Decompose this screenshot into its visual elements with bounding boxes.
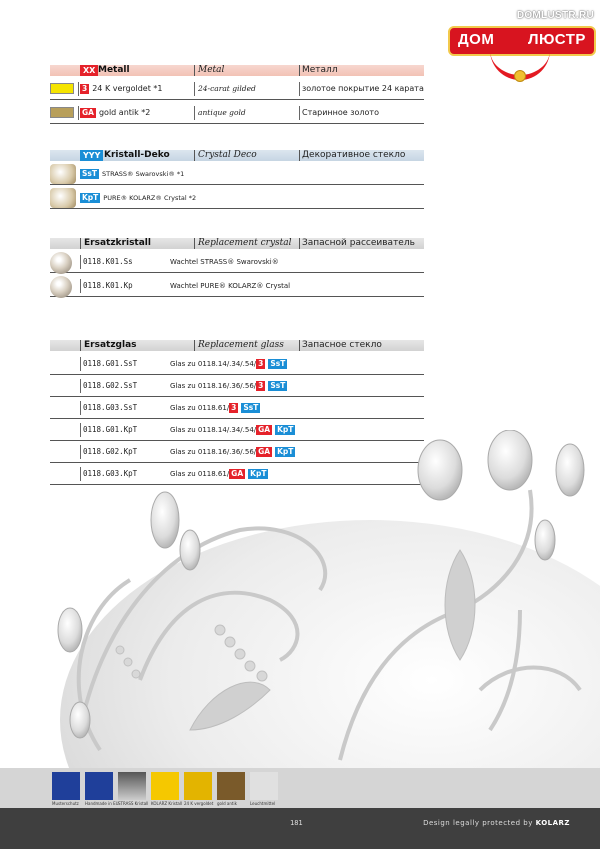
- repl-crystal-desc: Wachtel STRASS® Swarovski®: [170, 258, 279, 266]
- divider: [299, 106, 300, 120]
- metal-code: GA: [82, 108, 94, 117]
- metal-header: [50, 65, 424, 76]
- metal-desc-ru: золотое покрытие 24 карата: [302, 84, 424, 93]
- divider: [194, 150, 195, 161]
- metal-tag: 3: [231, 403, 237, 412]
- repl-glass-code: 0118.G03.KpT: [83, 469, 138, 478]
- divider: [299, 340, 300, 351]
- certification-label: STRASS Kristall: [118, 801, 149, 806]
- crystal-title-en: Crystal Deco: [198, 150, 257, 160]
- certification-icon: [250, 772, 278, 800]
- crystal-row[interactable]: [50, 163, 424, 185]
- certification-icon: [217, 772, 245, 800]
- metal-tag: 3: [258, 359, 264, 368]
- divider: [80, 238, 81, 249]
- divider: [80, 401, 81, 415]
- crystal-code: SsT: [82, 169, 97, 178]
- divider: [299, 82, 300, 96]
- metal-row[interactable]: [50, 102, 424, 124]
- metal-code: 3: [82, 84, 88, 93]
- divider: [80, 255, 81, 269]
- replacement-glass-section: [50, 340, 424, 478]
- copyright-notice: [423, 819, 570, 827]
- metal-desc-en: antique gold: [198, 108, 246, 117]
- copyright-brand: KOLARZ: [535, 819, 570, 827]
- crystal-tag: SsT: [270, 359, 286, 368]
- metal-title-en: Metal: [198, 65, 225, 75]
- divider: [299, 65, 300, 76]
- crystal-drop-thumbnail: [50, 276, 72, 298]
- repl-crystal-code: 0118.K01.Ss: [83, 257, 133, 266]
- logo-bulb: [514, 70, 526, 82]
- chandelier-illustration: [40, 430, 600, 770]
- replacement-glass-row[interactable]: [50, 375, 424, 397]
- certification-label: gold antik: [217, 801, 237, 806]
- metal-title-de: Metall: [98, 65, 130, 75]
- repl-glass-title-en: Replacement glass: [198, 340, 284, 350]
- divider: [80, 357, 81, 371]
- crystal-tag: SsT: [243, 403, 259, 412]
- crystal-row[interactable]: [50, 187, 424, 209]
- metal-tag: 3: [258, 381, 264, 390]
- metal-desc-de: gold antik *2: [98, 108, 151, 117]
- metal-desc-ru: Старинное золото: [302, 108, 379, 117]
- replacement-glass-row[interactable]: [50, 397, 424, 419]
- divider: [80, 379, 81, 393]
- repl-glass-code: 0118.G03.SsT: [83, 403, 138, 412]
- crystal-desc: STRASS® Swarovski® *1: [101, 170, 185, 178]
- crystal-tag: KpT: [277, 447, 294, 456]
- divider: [299, 150, 300, 161]
- divider: [78, 82, 79, 96]
- repl-glass-desc: Glas zu 0118.61/: [170, 470, 230, 478]
- crystal-title-de: Kristall-Deko: [104, 150, 170, 160]
- strass-thumbnail: [50, 164, 76, 184]
- logo-url: DOMLUSTR.RU: [516, 10, 594, 21]
- certification-label: KOLARZ Kristall: [151, 801, 183, 806]
- repl-glass-code: 0118.G02.SsT: [83, 381, 138, 390]
- metal-code-badge: XX: [80, 65, 98, 76]
- repl-crystal-code: 0118.K01.Kp: [83, 281, 133, 290]
- certification-icon: [184, 772, 212, 800]
- crystal-code-badge: YYY: [80, 150, 103, 161]
- metal-tag: GA: [258, 425, 271, 434]
- footer-bar: [0, 808, 600, 849]
- page-number: 181: [290, 819, 303, 827]
- repl-glass-desc: Glas zu 0118.14/.34/.54/: [170, 360, 257, 368]
- metal-title-ru: Металл: [302, 65, 338, 75]
- metal-section: [50, 65, 424, 117]
- repl-glass-desc: Glas zu 0118.14/.34/.54/: [170, 426, 257, 434]
- replacement-crystal-row[interactable]: [50, 251, 424, 273]
- replacement-glass-header: [50, 340, 424, 351]
- pure-thumbnail: [50, 188, 76, 208]
- certification-label: Handmade in EU: [85, 801, 119, 806]
- metal-tag: GA: [231, 469, 244, 478]
- divider: [80, 340, 81, 351]
- replacement-crystal-header: [50, 238, 424, 249]
- divider: [194, 238, 195, 249]
- replacement-crystal-row[interactable]: [50, 275, 424, 297]
- certification-icon: [85, 772, 113, 800]
- certification-icon: [151, 772, 179, 800]
- crystal-deco-header: [50, 150, 424, 161]
- divider: [194, 65, 195, 76]
- crystal-tag: SsT: [270, 381, 286, 390]
- crystal-code: KpT: [82, 193, 99, 202]
- crystal-drop-thumbnail: [50, 252, 72, 274]
- repl-glass-code: 0118.G01.KpT: [83, 425, 138, 434]
- replacement-crystal-section: [50, 238, 424, 290]
- repl-glass-title-de: Ersatzglas: [84, 340, 137, 350]
- crystal-tag: KpT: [250, 469, 267, 478]
- repl-crystal-title-ru: Запасной рассеиватель: [302, 238, 415, 248]
- divider: [78, 106, 79, 120]
- replacement-glass-row[interactable]: [50, 353, 424, 375]
- metal-tag: GA: [258, 447, 271, 456]
- repl-glass-desc: Glas zu 0118.61/: [170, 404, 230, 412]
- color-swatch-antique: [50, 107, 74, 118]
- certification-label: 24 K vergoldet: [184, 801, 214, 806]
- crystal-title-ru: Декоративное стекло: [302, 150, 406, 160]
- logo-word-2: ЛЮСТР: [528, 31, 586, 48]
- copyright-text: Design legally protected by: [423, 819, 533, 827]
- certification-label: Musterschutz: [52, 801, 79, 806]
- metal-desc-de: 24 K vergoldet *1: [92, 84, 163, 93]
- divider: [194, 106, 195, 120]
- repl-glass-code: 0118.G01.SsT: [83, 359, 138, 368]
- divider: [80, 279, 81, 293]
- repl-crystal-title-de: Ersatzkristall: [84, 238, 151, 248]
- metal-row[interactable]: [50, 78, 424, 100]
- crystal-desc: PURE® KOLARZ® Crystal *2: [103, 194, 197, 202]
- color-swatch-gold: [50, 83, 74, 94]
- repl-crystal-desc: Wachtel PURE® KOLARZ® Crystal: [170, 282, 291, 290]
- divider: [194, 82, 195, 96]
- brand-logo[interactable]: [438, 6, 600, 86]
- certification-icon: [118, 772, 146, 800]
- certification-icon: [52, 772, 80, 800]
- logo-word-1: ДОМ: [458, 31, 495, 48]
- certification-label: Leuchtmittel: [250, 801, 276, 806]
- divider: [194, 340, 195, 351]
- divider: [299, 238, 300, 249]
- repl-crystal-title-en: Replacement crystal: [198, 238, 292, 248]
- crystal-deco-section: [50, 150, 424, 202]
- metal-desc-en: 24-carat gilded: [198, 84, 256, 93]
- crystal-tag: KpT: [277, 425, 294, 434]
- repl-glass-desc: Glas zu 0118.16/.36/.56/: [170, 448, 257, 456]
- repl-glass-desc: Glas zu 0118.16/.36/.56/: [170, 382, 257, 390]
- repl-glass-title-ru: Запасное стекло: [302, 340, 382, 350]
- repl-glass-code: 0118.G02.KpT: [83, 447, 138, 456]
